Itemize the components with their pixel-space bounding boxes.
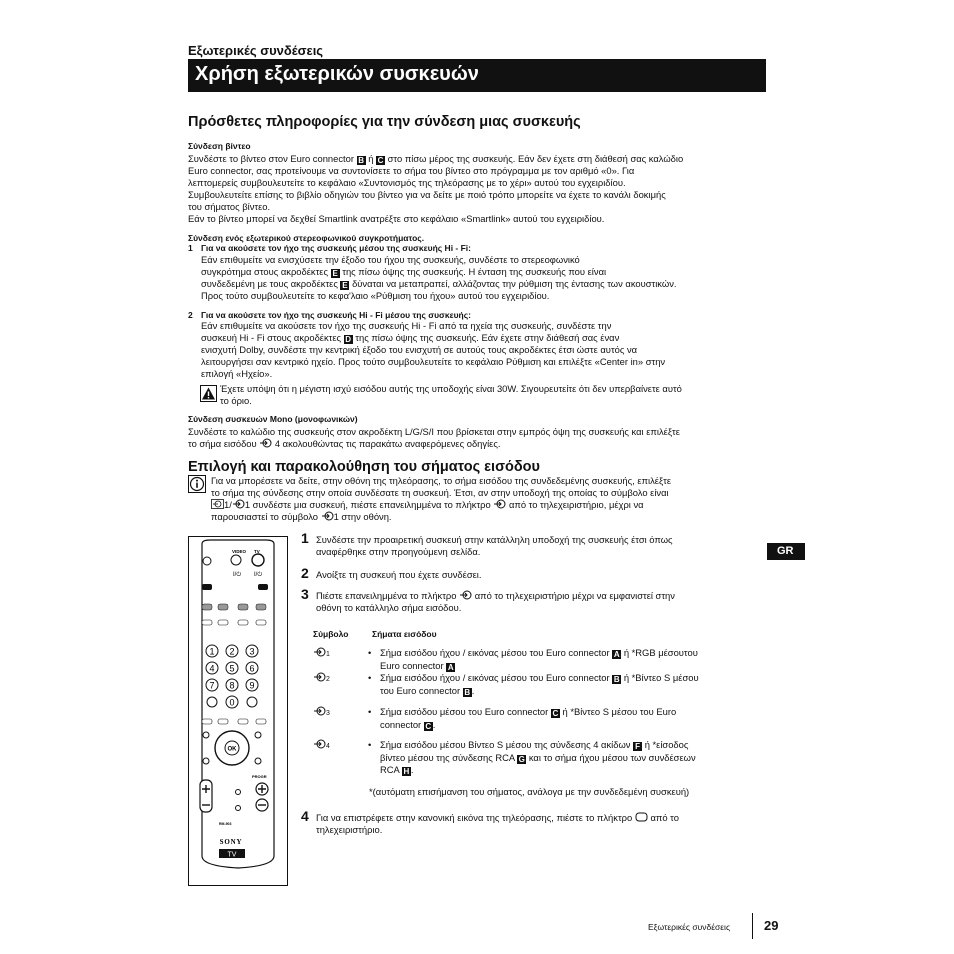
- input-icon: [313, 672, 326, 682]
- footer-divider: [752, 913, 753, 939]
- remote-digit: 3: [249, 646, 255, 657]
- stereo-item-1-heading: Για να ακούσετε τον ήχο της συσκευής μέσου της συσκευής Hi - Fi:: [201, 243, 471, 253]
- remote-digit: 7: [209, 680, 215, 691]
- page-title: Χρήση εξωτερικών συσκευών: [195, 63, 479, 85]
- stereo-item-2-text: Εάν επιθυμείτε να ακούσετε τον ήχο της συσκευής Hi - Fi από τα ηχεία της συσκευής, συνδέστε την συσκευή Hi - Fi στους ακροδέκτες D της πίσω όψης της συσκευής. Εάν έχετε στην διάθεσή σας έναν ενισχυτή Dolby, συνδέστε την κεντρική έξοδο του ενισχυτή σε αυτούς τους ακροδέκτες έτσι ώστε αυτός να λειτουργήσει σαν κεντρικό ηχείο. Προς τούτο συμβουλευτείτε το κεφάλαιο Ρύθμιση και επιλέξτε «Center in» στην επιλογή «Ηχείο».: [201, 320, 666, 380]
- input-icon: [211, 499, 224, 509]
- table-header-symbol: Σύμβολο: [313, 629, 349, 639]
- stereo-item-1-text: Εάν επιθυμείτε να ενισχύσετε την έξοδο του ήχου της συσκευής, συνδέστε το στερεοφωνικό συγκρότημα στους ακροδέκτες E της πίσω όψης της συσκευής. Η ένταση της συσκευής που είναι συνδεδεμένη με τους ακροδέκτες E δύναται να μεταπραπεί, αλλάζοντας την ρύθμιση της έντασης των ακουστικών. Προς τούτο συμβουλευτείτε το κεφα'λαιο «Ρύθμιση του ήχου» αυτού του εγχειριδίου.: [201, 254, 677, 302]
- input-icon: [313, 647, 326, 657]
- language-tab-gr: GR: [767, 543, 805, 560]
- stereo-heading: Σύνδεση ενός εξωτερικού στερεοφωνικού συγκροτήματος.: [188, 233, 425, 243]
- input-icon: [493, 499, 506, 509]
- remote-digit: 8: [229, 680, 235, 691]
- stereo-item-1-num: 1: [188, 243, 193, 253]
- remote-label-io-tv: I/⏻: [254, 572, 263, 578]
- step-3-text: Πιέστε επανειλημμένα το πλήκτρο από το τηλεχειριστήριο μέχρι να εμφανιστεί στην οθόνη το κατάλληλο σήμα εισόδου.: [316, 590, 675, 614]
- section-label: Εξωτερικές συνδέσεις: [188, 43, 324, 58]
- mono-heading: Σύνδεση συσκευών Mono (μονοφωνικών): [188, 414, 358, 424]
- connector-c-badge: C: [377, 156, 384, 165]
- step-2-text: Ανοίξτε τη συσκευή που έχετε συνδέσει.: [316, 569, 482, 580]
- remote-digit: 0: [229, 697, 235, 708]
- step-4-text: Για να επιστρέφετε στην κανονική εικόνα της τηλεόρασης, πιέστε το πλήκτρο από το τηλεχειριστήριο.: [316, 812, 679, 836]
- remote-control-illustration: [188, 536, 288, 886]
- remote-color-key: [202, 584, 212, 590]
- warning-text: Έχετε υπόψη ότι η μέγιστη ισχύ εισόδου αυτής της υποδοχής είναι 30W. Σιγουρευτείτε ότι δεν υπερβαίνετε αυτό το όριο.: [220, 383, 682, 407]
- input-icon: [232, 499, 245, 509]
- step-1-text: Συνδέστε την προαιρετική συσκευή στην κατάλληλη υποδοχή της συσκευής έτσι όπως αναφέρθηκε στην προηγούμενη σελίδα.: [316, 534, 673, 558]
- step-1-number: 1: [301, 530, 309, 546]
- step-2-number: 2: [301, 565, 309, 581]
- section-heading-input-select: Επιλογή και παρακολούθηση του σήματος εισόδου: [188, 459, 540, 475]
- step-4-number: 4: [301, 808, 309, 824]
- remote-digit: 2: [229, 646, 235, 657]
- remote-digit: 6: [249, 663, 255, 674]
- remote-digit: 9: [249, 680, 255, 691]
- input-icon: [313, 739, 326, 749]
- video-paragraph: Συνδέστε το βίντεο στον Euro connector B ή C στο πίσω μέρος της συσκευής. Εάν δεν έχετε στη διάθεσή σας καλώδιο Euro connector, σας προτείνουμε να συντονίσετε το σήμα του βίντεο στο πρόγραμμα με τον αριθμό «0». Για λεπτομερείς συμβουλευτείτε το κεφάλαιο «Συντονισμός της τηλεόρασης με το χέρι» αυτού του εγχειριδίου. Συμβουλευτείτε επίσης το βιβλίο οδηγιών του βίντεο για να δείτε με ποιό τρόπο μπορείτε να έχετε το κανάλι δοκιμής του σήματος βίντεο. Εάν το βίντεο μπορεί να δεχθεί Smartlink ανατρέξτε στο κεφάλαιο «Smartlink» αυτού του εγχειριδίου.: [188, 153, 684, 225]
- remote-label-io-video: I/⏻: [233, 572, 242, 578]
- remote-label-tv: TV: [254, 549, 260, 554]
- input-icon: [313, 706, 326, 716]
- input-icon: [259, 438, 272, 448]
- mono-text: Συνδέστε το καλώδιο της συσκευής στον ακροδέκτη L/G/S/I που βρίσκεται στην εμπρός όψη της συσκευής και επιλέξτε το σήμα εισόδου 4 ακολουθώντας τις παρακάτω αναφερόμενες οδηγίες.: [188, 426, 680, 450]
- tv-icon: [635, 812, 648, 822]
- remote-ok-label: OK: [227, 746, 237, 753]
- input-icon: [459, 590, 472, 600]
- connector-d-badge: D: [345, 335, 352, 345]
- input-icon: [321, 511, 334, 521]
- remote-label-progr: PROGR: [252, 774, 267, 779]
- warning-icon: [200, 385, 217, 402]
- connector-e-badge: E: [332, 269, 338, 279]
- remote-digit: 4: [209, 663, 215, 674]
- remote-color-key: [258, 584, 268, 590]
- info-icon: [188, 475, 206, 493]
- title-bar: [188, 59, 766, 92]
- remote-model-label: RM-903: [219, 822, 232, 826]
- connector-e-badge: E: [342, 281, 348, 291]
- stereo-item-2-num: 2: [188, 310, 193, 320]
- remote-digit: 1: [209, 646, 215, 657]
- video-heading: Σύνδεση βίντεο: [188, 141, 251, 151]
- remote-digit: 5: [229, 663, 235, 674]
- remote-label-video: VIDEO: [232, 549, 247, 554]
- input-intro-text: Για να μπορέσετε να δείτε, στην οθόνη της τηλεόρασης, το σήμα εισόδου της συνδεδεμένης συσκευής, επιλέξτε το σήμα της σύνδεσης στην οποία συνδέσατε τη συσκευή. Έτσι, αν στην υποδοχή της οποίας το σύμβολο είναι 1/ 1 συνδέστε μια συσκευή, πιέστε επανειλημμένα το πλήκτρο από το τηλεχειριστήριο, μέχρι να παρουσιαστεί το σύμβολο 1 στην οθόνη.: [211, 475, 672, 523]
- svg-text:TV: TV: [227, 851, 237, 859]
- stereo-item-2-heading: Για να ακούσετε τον ήχο της συσκευής Hi - Fi μέσου της συσκευής:: [201, 310, 471, 320]
- section-heading-additional-info: Πρόσθετες πληροφορίες για την σύνδεση μιας συσκευής: [188, 114, 581, 130]
- table-note: *(αυτόματη επισήμανση του σήματος, ανάλογα με την συνδεδεμένη συσκευή): [369, 786, 690, 797]
- remote-brand-logo: SONY: [219, 838, 243, 846]
- step-3-number: 3: [301, 586, 309, 602]
- footer-section-label: Εξωτερικές συνδέσεις: [648, 922, 731, 932]
- table-header-signals: Σήματα εισόδου: [372, 629, 437, 639]
- connector-b-badge: B: [358, 156, 364, 165]
- page-number: 29: [764, 918, 779, 933]
